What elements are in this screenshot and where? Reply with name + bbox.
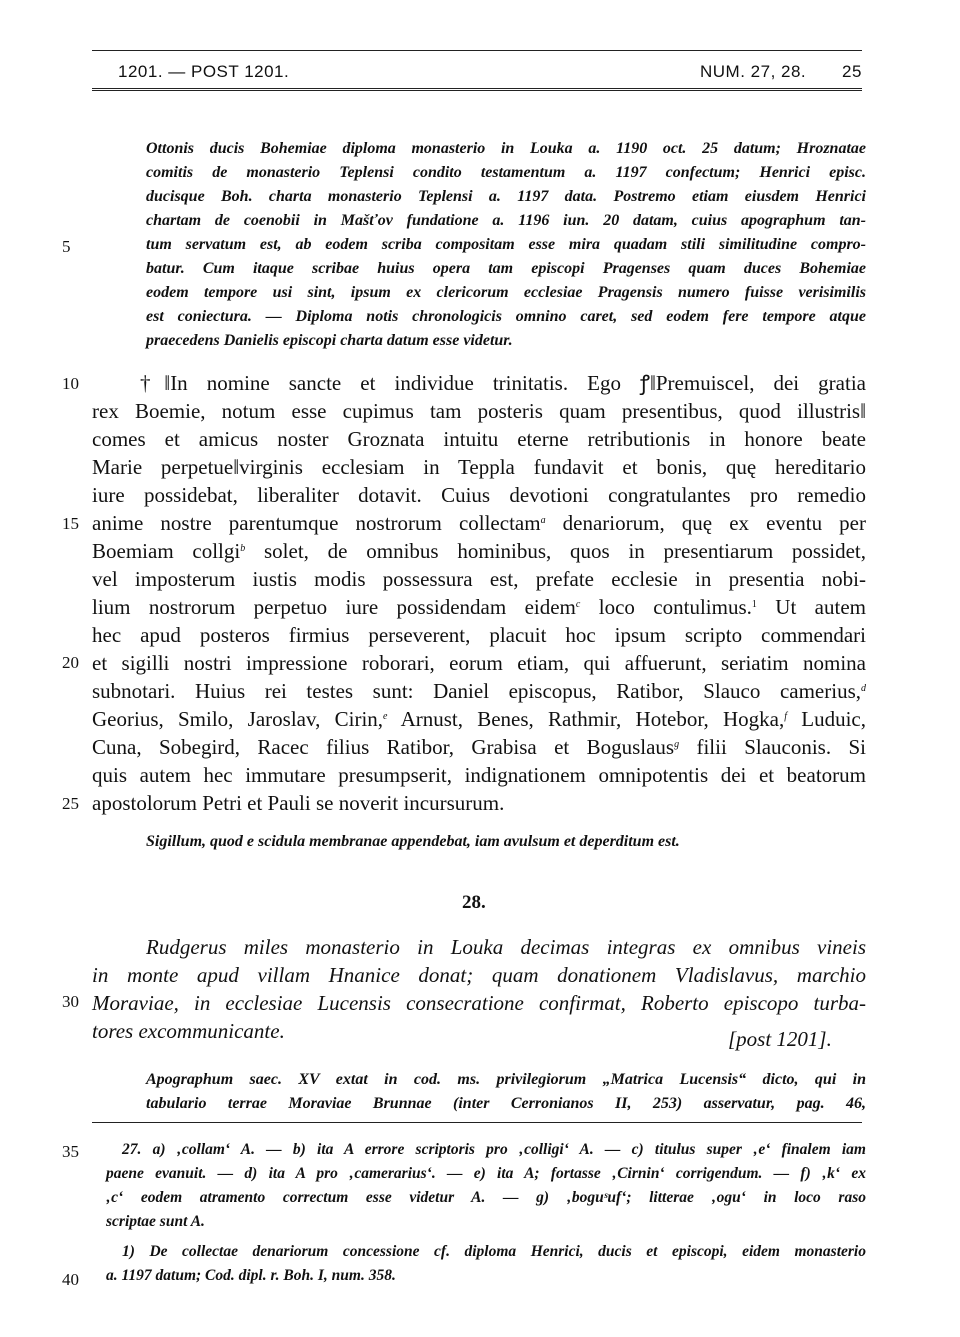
line-number: 25: [62, 794, 79, 813]
source-line: tabulario terrae Moraviae Brunnae (inter Cerronianos II, 253) asservatur, pag. 46,: [146, 1095, 866, 1112]
charter-line: Boemiam collgi$^b$ solet, de omnibus hominibus, quos in presentiarum possidet,: [92, 539, 866, 563]
footnote-line: scriptae sunt A.: [106, 1213, 205, 1230]
rubric-line: Moraviae, in ecclesiae Lucensis consecratione confirmat, Roberto episcopo turba-: [92, 991, 866, 1015]
footnote-rule: [92, 1122, 862, 1123]
footnote-ref: e: [383, 711, 388, 722]
footnote-line: a. 1197 datum; Cod. dipl. r. Boh. I, num. 358.: [106, 1267, 396, 1284]
intro-line: chartam de coenobii in Mašťov fundatione a. 1196 iun. 20 datam, cuius apographum tan-: [146, 212, 866, 229]
rubric-line: tores excommunicante.: [92, 1019, 285, 1043]
header-rule-bottom: [92, 88, 862, 91]
footnote-ref: c: [575, 599, 581, 610]
charter-line: apostolorum Petri et Pauli se noverit incursurum.: [92, 791, 505, 815]
line-number: 5: [62, 237, 71, 256]
header-rule-top: [92, 50, 862, 51]
charter-line: Georius, Smilo, Jaroslav, Cirin,$^e$ Arnust, Benes, Rathmir, Hotebor, Hogka,$^f$ Luduic,: [92, 707, 866, 731]
footnote-ref: b: [240, 543, 246, 554]
charter-line: rex Boemie, notum esse cupimus tam posteris quam presentibus, quod illustris‖: [92, 399, 866, 423]
running-head-number: NUM. 27, 28.: [700, 62, 807, 81]
source-line: Apographum saec. XV extat in cod. ms. privilegiorum „Matrica Lucensis“ dicto, qui in: [146, 1071, 866, 1088]
intro-line: comitis de monasterio Teplensi condito testamentum a. 1197 confectum; Henrici episc.: [146, 164, 866, 181]
intro-line: est coniectura. — Diploma notis chronologicis omnino caret, sed eodem fere tempore atque: [146, 308, 866, 325]
footnote-ref: g: [674, 739, 680, 750]
footnote-line: paene evanuit. — d) ita A pro ‚camerarius‘. — e) ita A; fortasse ‚Cirnin‘ corrigendum. — f) ‚k‘ ex: [106, 1165, 866, 1182]
charter-line: vel imposterum iustis modis possessura est, prefate ecclesie in presentia nobi-: [92, 567, 866, 591]
charter-line: quis autem hec immutare presumpserit, indignationem omnipotentis dei et beatorum: [92, 763, 866, 787]
footnote-ref: d: [861, 683, 866, 694]
charter-line: †‖In nomine sancte et individue trinitatis. Ego ꝭ‖Premuiscel, dei gratia: [140, 371, 866, 395]
running-head-left: 1201. — POST 1201.: [118, 62, 290, 81]
seal-note: Sigillum, quod e scidula membranae appendebat, iam avulsum et deperditum est.: [146, 833, 680, 850]
charter-line: subnotari. Huius rei testes sunt: Daniel episcopus, Ratibor, Slauco camerius,$^d$: [92, 679, 866, 703]
footnote-line: ‚c‘ eodem atramento correctum esse videtur A. — g) ‚boguˢuf‘; litterae ‚ogu‘ in loco raso: [106, 1189, 866, 1206]
line-number: 30: [62, 992, 79, 1011]
charter-line: Cuna, Sobegird, Racec filius Ratibor, Grabisa et Boguslaus$^g$ filii Slauconis. Si: [92, 735, 866, 759]
charter-line: lium nostrorum perpetuo iure possidendam eidem$^c$ loco contulimus.$^1$ Ut autem: [92, 595, 866, 619]
charter-line: anime nostre parentumque nostrorum collectam$^a$ denariorum, quę ex eventu per: [92, 511, 866, 535]
rubric-line: Rudgerus miles monasterio in Louka decimas integras ex omnibus vineis: [146, 935, 866, 959]
footnote-line: 27. a) ‚collam‘ A. — b) ita A errore scriptoris pro ‚colligi‘ A. — c) titulus super ‚e‘ finalem iam: [122, 1141, 866, 1158]
line-number: 40: [62, 1270, 79, 1289]
intro-line: batur. Cum itaque scribae huius opera tam episcopi Pragenses quam duces Bohemiae: [146, 260, 866, 277]
footnote-ref: 1: [751, 599, 757, 610]
charter-line: comes et amicus noster Groznata intuitu eterne retributionis in honore beate: [92, 427, 866, 451]
intro-line: ducisque Boh. charta monasterio Teplensi a. 1197 data. Postremo etiam eiusdem Henrici: [146, 188, 866, 205]
charter-line: et sigilli nostri impressione roborari, eorum etiam, qui affuerunt, seriatim nomina: [92, 651, 866, 675]
charter-line: Marie perpetue‖virginis ecclesiam in Teppla fundavit et bonis, quę hereditario: [92, 455, 866, 479]
intro-line: praecedens Danielis episcopi charta datum esse videtur.: [146, 332, 513, 349]
footnote-ref: a: [540, 515, 546, 526]
intro-line: tum servatum est, ab eodem scriba compositam esse mira quadam stili similitudine compro-: [146, 236, 866, 253]
line-number: 10: [62, 374, 79, 393]
charter-line: iure possidebat, liberaliter dotavit. Cuius devotioni congratulantes pro remedio: [92, 483, 866, 507]
charter-line: hec apud posteros firmius perseverent, placuit hoc ipsum scripto commendari: [92, 623, 866, 647]
intro-line: Ottonis ducis Bohemiae diploma monasterio in Louka a. 1190 oct. 25 datum; Hroznatae: [146, 140, 866, 157]
document-date: [post 1201].: [728, 1027, 832, 1051]
intro-line: eodem tempore usi sint, ipsum ex clericorum ecclesiae Pragensis numero fuisse verisimilis: [146, 284, 866, 301]
footnote-ref: f: [784, 711, 788, 722]
line-number: 20: [62, 653, 79, 672]
abbreviation-mark: ꝭ: [640, 371, 650, 395]
line-number: 35: [62, 1142, 79, 1161]
document-number: 28.: [462, 892, 486, 913]
footnote-line: 1) De collectae denariorum concessione cf. diploma Henrici, ducis et episcopi, eidem monasterio: [122, 1243, 866, 1260]
rubric-line: in monte apud villam Hnanice donat; quam donationem Vladislavus, marchio: [92, 963, 866, 987]
page-number: 25: [842, 62, 862, 81]
line-number: 15: [62, 514, 79, 533]
